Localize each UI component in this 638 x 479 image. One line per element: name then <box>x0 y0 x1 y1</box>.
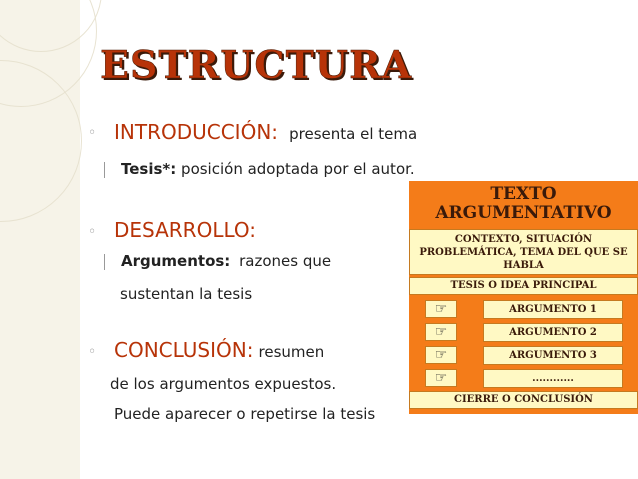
intro-sub <box>104 160 415 178</box>
diagram-argument-row <box>409 299 638 321</box>
decorative-band <box>0 0 80 479</box>
diagram-cierre-box: CIERRE O CONCLUSIÓN <box>409 391 638 409</box>
intro-sub-label: Tesis*: <box>121 160 177 178</box>
diagram-argument-row <box>409 345 638 367</box>
argumentative-text-diagram <box>409 181 638 414</box>
diagram-context-box: CONTEXTO, SITUACIÓN PROBLEMÁTICA, TEMA DEL QUE SE HABLA <box>409 229 638 275</box>
intro-text: presenta el tema <box>289 125 418 143</box>
pointing-hand-icon: ☞ <box>425 323 457 341</box>
diagram-tesis-box: TESIS O IDEA PRINCIPAL <box>409 277 638 295</box>
desarrollo-sub-text-2: sustentan la tesis <box>120 285 253 303</box>
desarrollo-sub-text: razones que <box>239 252 332 270</box>
desarrollo-heading: DESARROLLO: <box>114 218 257 242</box>
desarrollo-line <box>114 218 256 242</box>
pointing-hand-icon: ☞ <box>425 300 457 318</box>
diagram-argument-box: ARGUMENTO 1 <box>483 300 623 319</box>
bullet-icon: ◦ <box>88 344 97 360</box>
conclusion-line-3: Puede aparecer o repetirse la tesis <box>114 405 376 423</box>
diagram-argument-row <box>409 368 638 390</box>
diagram-argument-box: ARGUMENTO 2 <box>483 323 623 342</box>
intro-sub-text: posición adoptada por el autor. <box>181 160 415 178</box>
conclusion-heading: CONCLUSIÓN: <box>114 338 254 362</box>
desarrollo-sub-label: Argumentos: <box>121 252 231 270</box>
bullet-icon: ◦ <box>88 125 97 141</box>
bullet-icon: ◦ <box>88 224 97 240</box>
conclusion-line-2: de los argumentos expuestos. <box>110 375 337 393</box>
sub-bullet-icon <box>104 162 115 178</box>
intro-line <box>114 120 417 144</box>
diagram-argument-row <box>409 322 638 344</box>
intro-heading: INTRODUCCIÓN: <box>114 120 279 144</box>
conclusion-line <box>114 338 324 362</box>
diagram-title <box>409 185 638 223</box>
desarrollo-sub <box>104 252 331 270</box>
pointing-hand-icon: ☞ <box>425 346 457 364</box>
diagram-title-line-1: TEXTO <box>490 184 557 204</box>
page-title: ESTRUCTURA <box>100 42 413 87</box>
diagram-title-line-2: ARGUMENTATIVO <box>435 203 612 223</box>
diagram-argument-box: ............ <box>483 369 623 388</box>
pointing-hand-icon: ☞ <box>425 369 457 387</box>
diagram-argument-box: ARGUMENTO 3 <box>483 346 623 365</box>
sub-bullet-icon <box>104 254 115 270</box>
conclusion-text: resumen <box>258 343 325 361</box>
